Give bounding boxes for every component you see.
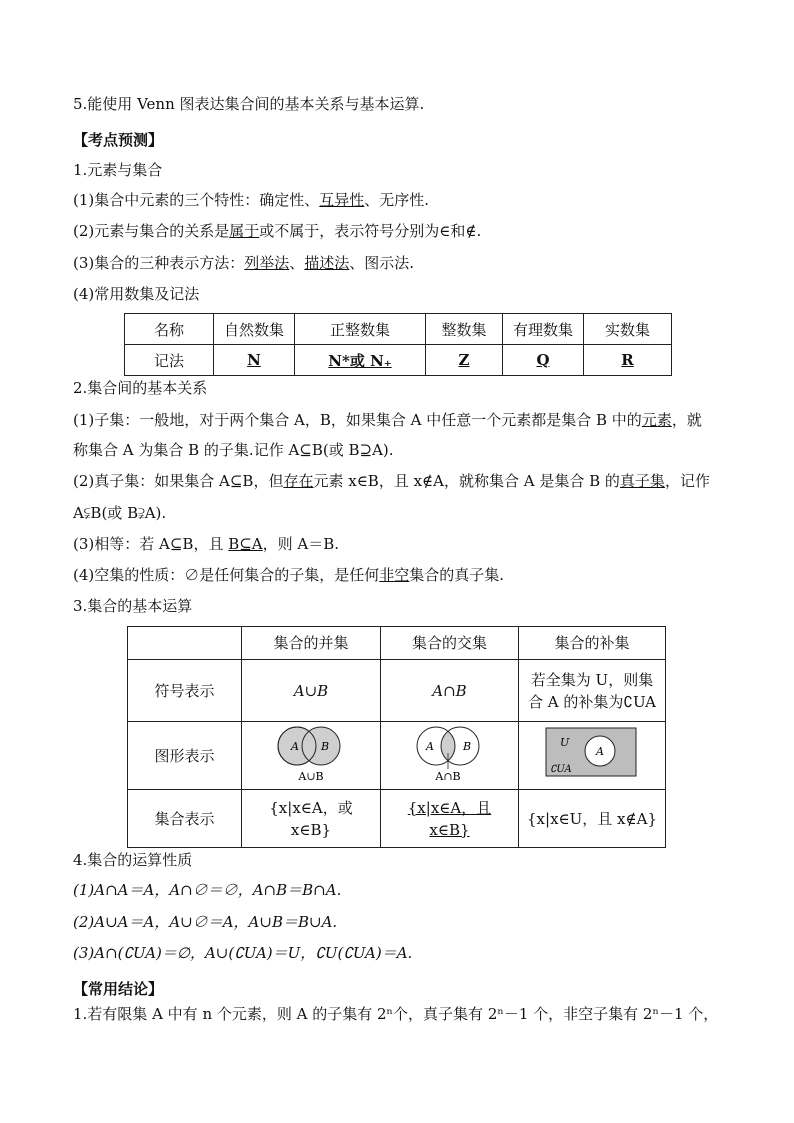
venn-complement-label-a: A — [596, 744, 604, 758]
property-3: (3)A∩(∁UA)＝∅，A∪(∁UA)＝U，∁U(∁UA)＝A. — [73, 944, 413, 962]
para-2-2-cont: A⫋B(或 B⫌A). — [73, 504, 167, 522]
venn-union-label-a: A — [291, 739, 299, 753]
number-sets-table — [124, 313, 672, 376]
venn-intersection-diagram — [410, 723, 490, 783]
set-intersection: {x|x∈A，且 x∈B} — [381, 790, 519, 848]
row-set-notation: 集合表示 — [128, 790, 242, 848]
para-1-2: (2)元素与集合的关系是属于或不属于，表示符号分别为∈和∉. — [73, 222, 482, 240]
venn-complement-diagram — [544, 726, 640, 780]
property-2: (2)A∪A＝A，A∪∅＝A，A∪B＝B∪A. — [73, 913, 338, 931]
venn-union-label-b: B — [321, 739, 330, 753]
notation-real: R — [584, 345, 672, 376]
venn-complement-caption: ∁UA — [550, 763, 572, 775]
symbol-intersection: A∩B — [381, 660, 519, 722]
section-1-title: 1.元素与集合 — [73, 161, 163, 179]
row-symbol: 符号表示 — [128, 660, 242, 722]
para-2-3: (3)相等：若 A⊆B，且 B⊆A，则 A＝B. — [73, 535, 340, 553]
header-union: 集合的并集 — [242, 627, 381, 660]
venn-union-diagram — [271, 723, 351, 783]
para-2-1-cont: 称集合 A 为集合 B 的子集.记作 A⊆B(或 B⊇A). — [73, 441, 394, 459]
para-2-1: (1)子集：一般地，对于两个集合 A，B，如果集合 A 中任意一个元素都是集合 B 中的元素，就 — [73, 411, 702, 429]
para-1-3: (3)集合的三种表示方法：列举法、描述法、图示法. — [73, 254, 415, 272]
notation-positive-integer: N*或 N₊ — [295, 345, 426, 376]
objective-5: 5.能使用 Venn 图表达集合间的基本关系与基本运算. — [73, 95, 425, 113]
cell-rational: 有理数集 — [503, 314, 584, 345]
para-1-4: (4)常用数集及记法 — [73, 285, 200, 303]
venn-intersection-label-a: A — [425, 739, 434, 753]
venn-complement-label-u: U — [560, 735, 570, 749]
notation-integer: Z — [426, 345, 503, 376]
section-2-title: 2.集合间的基本关系 — [73, 379, 208, 397]
venn-complement-cell — [519, 722, 666, 790]
section-3-title: 3.集合的基本运算 — [73, 597, 193, 615]
header-intersection: 集合的交集 — [381, 627, 519, 660]
cell-real: 实数集 — [584, 314, 672, 345]
set-operations-table — [127, 626, 666, 848]
heading-exam-points: 【考点预测】 — [73, 131, 164, 149]
venn-intersection-label-b: B — [462, 739, 471, 753]
venn-intersection-caption: A∩B — [434, 769, 461, 783]
cell-positive-integer: 正整数集 — [295, 314, 426, 345]
property-1: (1)A∩A＝A，A∩∅＝∅，A∩B＝B∩A. — [73, 881, 342, 899]
cell-natural: 自然数集 — [214, 314, 295, 345]
para-2-2: (2)真子集：如果集合 A⊆B，但存在元素 x∈B，且 x∉A，就称集合 A 是集合 B 的真子集，记作 — [73, 472, 710, 490]
row-header-name: 名称 — [125, 314, 214, 345]
heading-common-conclusions: 【常用结论】 — [73, 980, 164, 998]
notation-natural: N — [214, 345, 295, 376]
venn-union-cell — [242, 722, 381, 790]
para-2-4: (4)空集的性质：∅是任何集合的子集，是任何非空集合的真子集. — [73, 566, 505, 584]
symbol-complement: 若全集为 U，则集合 A 的补集为∁UA — [519, 660, 666, 722]
notation-rational: Q — [503, 345, 584, 376]
set-complement: {x|x∈U，且 x∉A} — [519, 790, 666, 848]
set-union: {x|x∈A，或 x∈B} — [242, 790, 381, 848]
para-1-1: (1)集合中元素的三个特性：确定性、互异性、无序性. — [73, 191, 430, 209]
row-header-notation: 记法 — [125, 345, 214, 376]
row-graphic: 图形表示 — [128, 722, 242, 790]
venn-union-caption: A∪B — [298, 769, 324, 783]
header-complement: 集合的补集 — [519, 627, 666, 660]
symbol-union: A∪B — [242, 660, 381, 722]
venn-intersection-cell — [381, 722, 519, 790]
section-4-title: 4.集合的运算性质 — [73, 851, 193, 869]
conclusion-1: 1.若有限集 A 中有 n 个元素，则 A 的子集有 2ⁿ个，真子集有 2ⁿ－1 个，非空子集有 2ⁿ－1 个， — [73, 1005, 719, 1023]
cell-integer: 整数集 — [426, 314, 503, 345]
